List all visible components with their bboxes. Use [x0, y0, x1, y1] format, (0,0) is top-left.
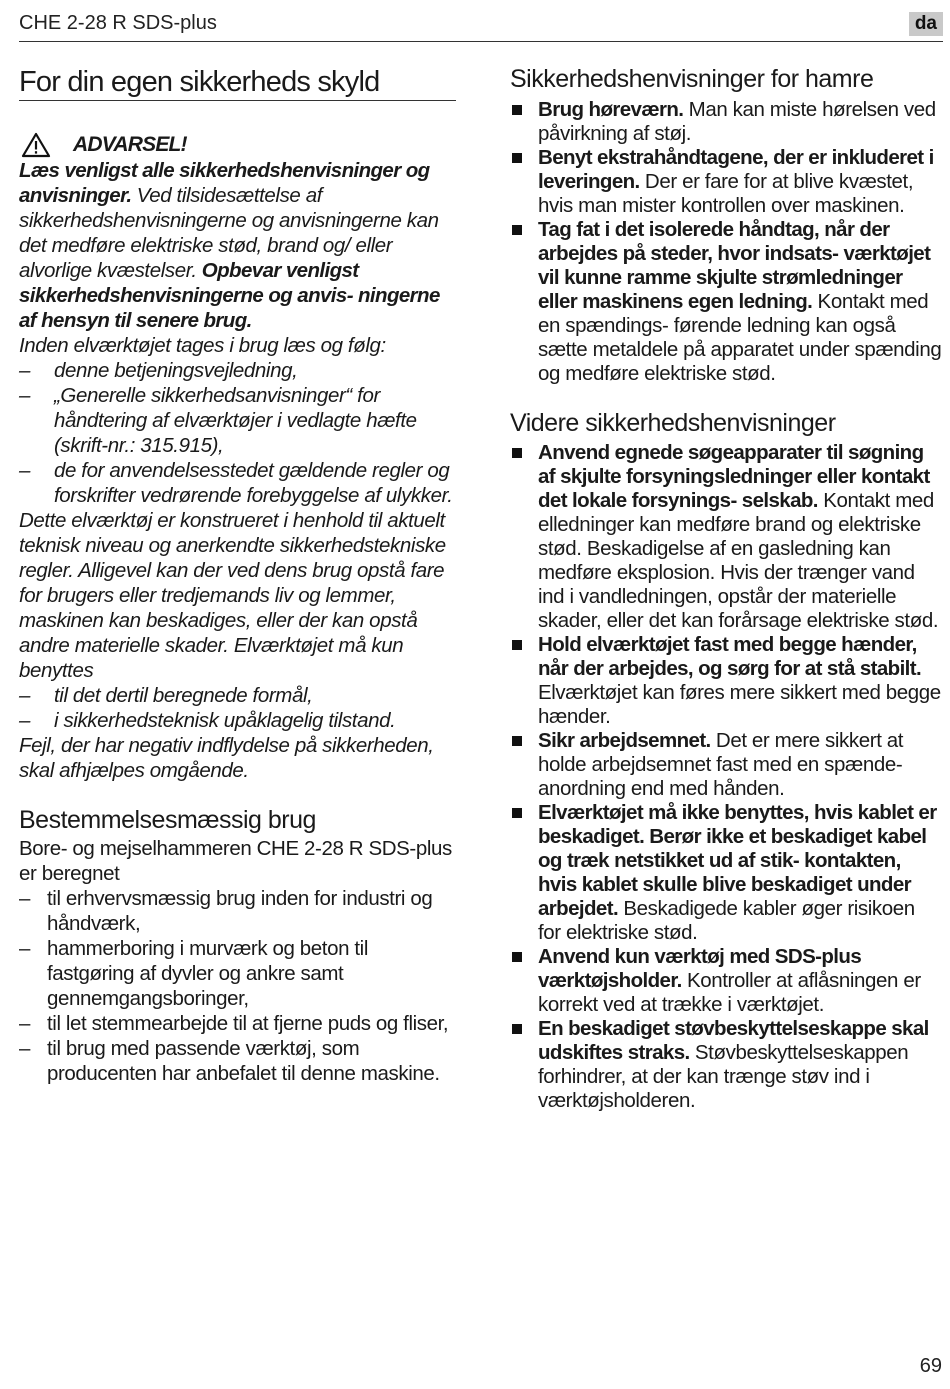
list-item: – „Generelle sikkerhedsanvisninger“ for håndtering af elværktøjer i vedlagte hæfte (skrift-nr.: 315.915),: [19, 383, 456, 458]
item-text: Støvbeskyttelseskappen forhindrer, at der kan trænge støv ind i værktøjsholderen.: [538, 1041, 909, 1112]
warning-triangle-icon: [21, 132, 51, 158]
page-header: [19, 10, 943, 42]
warning-line: [19, 131, 456, 158]
purpose-intro: Bore- og mejselhammeren CHE 2-28 R SDS-plus er beregnet: [19, 837, 452, 885]
item-bold: Elværktøjet må ikke benyttes, hvis kablet er beskadiget. Berør ikke et beskadiget kabel og træk netstikket ud af stik- kontakten, hvis kablet skulle blive beskadiget under arbejdet.: [538, 801, 937, 920]
bullet-square-icon: [512, 640, 522, 650]
left-column: [19, 64, 456, 1086]
item-bold: Benyt ekstrahåndtagene, der er inkluderet i leveringen.: [538, 146, 934, 193]
purpose-list: [19, 886, 456, 1086]
item-bold: En beskadiget støvbeskyttelseskappe skal udskiftes straks.: [538, 1017, 929, 1064]
list-item: [510, 801, 942, 945]
list-item: – til det dertil beregnede formål,: [19, 683, 456, 708]
section-title-safety: For din egen sikkerheds skyld: [19, 64, 456, 101]
list-item: [510, 98, 942, 146]
item-bold: Tag fat i det isolerede håndtag, når der arbejdes på steder, hvor indsats- værktøjet vil kunne ramme skjulte strømledninger eller maskinens egen ledning.: [538, 218, 931, 313]
list-item: [510, 729, 942, 801]
list-item: [510, 146, 942, 218]
bullet-square-icon: [512, 225, 522, 235]
keep-instructions-bold: Opbevar venligst sikkerhedshenvisningerne og anvis- ningerne af hensyn til senere brug.: [19, 259, 440, 332]
list-item: – hammerboring i murværk og beton til fastgøring af dyvler og ankre samt gennemgangsboringer,: [19, 936, 456, 1011]
item-text: Kontroller at aflåsningen er korrekt ved at trække i værktøjet.: [538, 969, 921, 1016]
language-badge: da: [909, 12, 943, 36]
bullet-square-icon: [512, 448, 522, 458]
section-title-purpose: Bestemmelsesmæssig brug: [19, 806, 316, 834]
list-item: [510, 633, 942, 729]
section-title-hammer-safety: Sikkerhedshenvisninger for hamre: [510, 65, 874, 93]
before-use-text: Inden elværktøjet tages i brug læs og følg:: [19, 334, 386, 357]
intro-paragraph: [19, 158, 456, 333]
list-item: – til let stemmearbejde til at fjerne puds og fliser,: [19, 1011, 456, 1036]
before-use-list: [19, 358, 456, 508]
hammer-safety-list: [510, 98, 942, 386]
use-conditions-list: [19, 683, 456, 733]
list-item: [510, 1017, 942, 1113]
section-title-further-safety: Videre sikkerhedshenvisninger: [510, 409, 836, 437]
list-item: [510, 441, 942, 633]
item-bold: Sikr arbejdsemnet.: [538, 729, 711, 752]
item-text: Beskadigede kabler øger risikoen for elektriske stød.: [538, 897, 915, 944]
list-item: – de for anvendelsesstedet gældende regler og forskrifter vedrørende forebyggelse af ulykker.: [19, 458, 456, 508]
item-bold: Brug høreværn.: [538, 98, 684, 121]
bullet-square-icon: [512, 153, 522, 163]
list-item: – i sikkerhedsteknisk upåklagelig tilstand.: [19, 708, 456, 733]
list-item: – til brug med passende værktøj, som producenten har anbefalet til denne maskine.: [19, 1036, 456, 1086]
page-number: 69: [919, 1355, 942, 1377]
item-text: Det er mere sikkert at holde arbejdsemnet fast med en spænde- anordning end med hånden.: [538, 729, 904, 800]
safety-instructions: [19, 158, 456, 783]
item-bold: Anvend kun værktøj med SDS-plus værktøjsholder.: [538, 945, 862, 992]
faults-paragraph: Fejl, der har negativ indflydelse på sikkerheden, skal afhjælpes omgående.: [19, 734, 434, 782]
purpose-block: [19, 836, 456, 1086]
list-item: [510, 218, 942, 386]
intro-text: Ved tilsidesættelse af sikkerhedshenvisningerne og anvisningerne kan det medføre elektriske stød, brand og/ eller alvorlige kvæstelser.: [19, 184, 439, 282]
header-title: CHE 2-28 R SDS-plus: [19, 12, 217, 34]
item-text: Elværktøjet kan føres mere sikkert med begge hænder.: [538, 681, 941, 728]
further-safety-list: [510, 441, 942, 1113]
bullet-square-icon: [512, 105, 522, 115]
bullet-square-icon: [512, 736, 522, 746]
item-bold: Hold elværktøjet fast med begge hænder, når der arbejdes, og sørg for at stå stabilt.: [538, 633, 922, 680]
item-text: Kontakt med elledninger kan medføre brand og elektriske stød. Beskadigelse af en gasledning kan medføre eksplosion. Hvis der trænger vand ind i vandledningen, opstår der materielle skader, eller det kan forårsage elektriske stød.: [538, 489, 939, 632]
item-text: Der er fare for at blive kvæstet, hvis man mister kontrollen over maskinen.: [538, 170, 914, 217]
item-text: Kontakt med en spændings- førende ledning kan også sætte metaldele på apparatet under spænding og medføre elektriske stød.: [538, 290, 942, 385]
bullet-square-icon: [512, 1024, 522, 1034]
warning-label: ADVARSEL!: [73, 132, 187, 156]
intro-bold: Læs venligst alle sikkerhedshenvisninger og anvisninger.: [19, 159, 430, 207]
bullet-square-icon: [512, 808, 522, 818]
list-item: – til erhvervsmæssig brug inden for industri og håndværk,: [19, 886, 456, 936]
bullet-square-icon: [512, 952, 522, 962]
list-item: [510, 945, 942, 1017]
item-text: Man kan miste hørelsen ved påvirkning af støj.: [538, 98, 936, 145]
item-bold: Anvend egnede søgeapparater til søgning af skjulte forsyningsledninger eller kontakt det lokale forsynings- selskab.: [538, 441, 930, 512]
constructed-paragraph: Dette elværktøj er konstrueret i henhold til aktuelt teknisk niveau og anerkendte sikkerhedstekniske regler. Alligevel kan der ved dens brug opstå fare for brugers eller tredjemands liv og lemmer, maskinen kan beskadiges, eller der kan opstå andre materielle skader. Elværktøjet må kun benyttes: [19, 509, 446, 682]
list-item: – denne betjeningsvejledning,: [19, 358, 456, 383]
right-column: [510, 64, 942, 1113]
